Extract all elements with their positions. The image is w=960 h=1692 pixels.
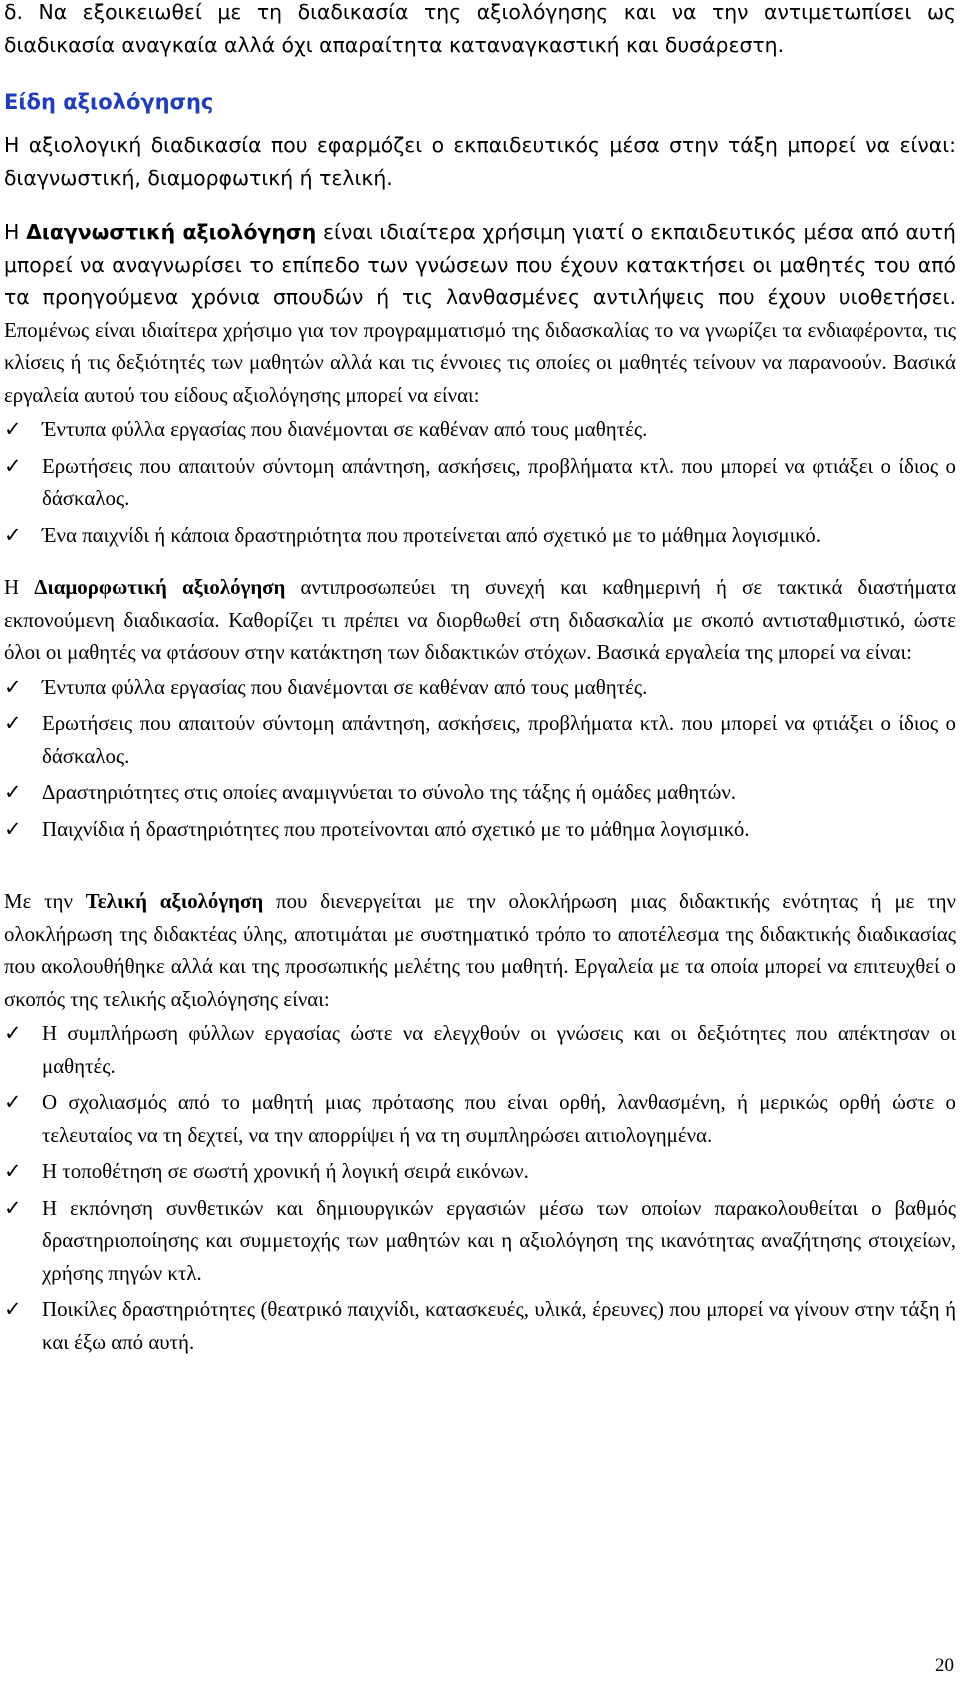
list-item xyxy=(4,1192,956,1290)
list-item-text: Η τοποθέτηση σε σωστή χρονική ή λογική σειρά εικόνων. xyxy=(42,1159,529,1183)
list-item xyxy=(4,519,956,552)
diagnostic-text-serif: Επομένως είναι ιδιαίτερα χρήσιμο για τον προγραμματισμό της διδασκαλίας το να γνωρίζει τα ενδιαφέροντα, τις κλίσεις ή τις δεξιότητές των μαθητών αλλά και τις έννοιες τις οποίες οι μαθητές τείνουν να παρανοούν. Βασικά εργαλεία αυτού του είδους αξιολόγησης μπορεί να είναι: xyxy=(4,317,956,407)
list-item-text: Ερωτήσεις που απαιτούν σύντομη απάντηση, ασκήσεις, προβλήματα κτλ. που μπορεί να φτιάξει ο ίδιος ο δάσκαλος. xyxy=(42,711,956,768)
list-item-text: Η συμπλήρωση φύλλων εργασίας ώστε να ελεγχθούν οι γνώσεις και οι δεξιότητες που απέκτησαν οι μαθητές. xyxy=(42,1021,956,1078)
list-item xyxy=(4,707,956,772)
formative-lead: Η xyxy=(4,575,35,599)
check-icon: ✓ xyxy=(4,453,22,478)
summative-tools-list xyxy=(4,1017,956,1358)
list-item xyxy=(4,1017,956,1082)
list-item xyxy=(4,813,956,846)
list-item-text: Έντυπα φύλλα εργασίας που διανέμονται σε καθέναν από τους μαθητές. xyxy=(42,417,648,441)
check-icon: ✓ xyxy=(4,522,22,547)
diagnostic-tools-list xyxy=(4,413,956,551)
section-intro: Η αξιολογική διαδικασία που εφαρμόζει ο εκπαιδευτικός μέσα στην τάξη μπορεί να είναι: διαγνωστική, διαμορφωτική ή τελική. xyxy=(4,133,956,190)
summative-paragraph xyxy=(4,885,956,1015)
page-number: 20 xyxy=(935,1655,954,1676)
formative-tools-list xyxy=(4,671,956,846)
list-item-text: Ένα παιχνίδι ή κάποια δραστηριότητα που προτείνεται από σχετικό με το μάθημα λογισμικό. xyxy=(42,522,821,547)
list-item-text: Ποικίλες δραστηριότητες (θεατρικό παιχνίδι, κατασκευές, υλικά, έρευνες) που μπορεί να γίνουν στην τάξη ή και έξω από αυτή. xyxy=(42,1297,956,1354)
intro-item-delta: δ. Να εξοικειωθεί με τη διαδικασία της αξιολόγησης και να την αντιμετωπίσει ως διαδικασία αναγκαία αλλά όχι απαραίτητα καταναγκαστική και δυσάρεστη. xyxy=(4,0,956,57)
check-icon: ✓ xyxy=(4,1159,22,1183)
check-icon: ✓ xyxy=(4,1090,22,1114)
formative-text: αντιπροσωπεύει τη συνεχή και καθημερινή ή σε τακτικά διαστήματα εκπονούμενη διαδικασία. Καθορίζει τι πρέπει να διορθωθεί στη διδασκαλία με σκοπό αντισταθμιστικό, ώστε όλοι οι μαθητές να φτάσουν στην κατάκτηση των διδακτικών στόχων. Βασικά εργαλεία της μπορεί να είναι: xyxy=(4,575,957,664)
diagnostic-lead: Η xyxy=(4,220,27,244)
list-item xyxy=(4,413,956,446)
check-icon: ✓ xyxy=(4,674,22,699)
section-heading: Είδη αξιολόγησης xyxy=(4,90,214,114)
list-item-text: Δραστηριότητες στις οποίες αναμιγνύεται το σύνολο της τάξης ή ομάδες μαθητών. xyxy=(42,780,737,804)
formative-paragraph xyxy=(4,571,956,669)
check-icon: ✓ xyxy=(4,1021,22,1045)
list-item-text: Έντυπα φύλλα εργασίας που διανέμονται σε καθέναν από τους μαθητές. xyxy=(42,674,648,699)
check-icon: ✓ xyxy=(4,816,22,841)
formative-term: Διαμορφωτική αξιολόγηση xyxy=(34,575,286,599)
list-item xyxy=(4,1086,956,1151)
check-icon: ✓ xyxy=(4,417,22,441)
diagnostic-text-sans: είναι ιδιαίτερα χρήσιμη γιατί ο εκπαιδευτικός μέσα από αυτή μπορεί να αναγνωρίσει το επίπεδο των γνώσεων που έχουν κατακτήσει οι μαθητές του από τα προηγούμενα χρόνια σπουδών ή τις λανθασμένες αντιλήψεις που έχουν υιοθετήσει. xyxy=(4,220,956,309)
diagnostic-paragraph xyxy=(4,216,956,411)
list-item xyxy=(4,776,956,809)
list-item xyxy=(4,1155,956,1188)
list-item-text: Ερωτήσεις που απαιτούν σύντομη απάντηση, ασκήσεις, προβλήματα κτλ. που μπορεί να φτιάξει ο ίδιος ο δάσκαλος. xyxy=(42,453,956,510)
summative-lead: Με την xyxy=(4,889,86,913)
list-item xyxy=(4,671,956,704)
list-item-text: Η εκπόνηση συνθετικών και δημιουργικών εργασιών μέσω των οποίων παρακολουθείται ο βαθμός δραστηριοποίησης και συμμετοχής των μαθητών και η αξιολόγηση της ικανότητας αναζήτησης στοιχείων, χρήσης πηγών κτλ. xyxy=(42,1195,956,1285)
check-icon: ✓ xyxy=(4,711,22,735)
list-item xyxy=(4,1293,956,1358)
check-icon: ✓ xyxy=(4,1195,22,1220)
list-item-text: Παιχνίδια ή δραστηριότητες που προτείνονται από σχετικό με το μάθημα λογισμικό. xyxy=(42,816,750,841)
diagnostic-term: Διαγνωστική αξιολόγηση xyxy=(26,220,317,244)
check-icon: ✓ xyxy=(4,780,22,804)
summative-text: που διενεργείται με την ολοκλήρωση μιας διδακτικής ενότητας ή με την ολοκλήρωση της διδακτέας ύλης, αποτιμάται με συστηματικό τρόπο το αποτέλεσμα της διδακτικής διαδικασίας που ακολουθήθηκε αλλά και της προσωπικής μελέτης του μαθητή. Εργαλεία με τα οποία μπορεί να επιτευχθεί ο σκοπός της τελικής αξιολόγησης είναι: xyxy=(4,889,956,1011)
summative-term: Τελική αξιολόγηση xyxy=(85,889,264,913)
list-item xyxy=(4,450,956,515)
list-item-text: Ο σχολιασμός από το μαθητή μιας πρότασης που είναι ορθή, λανθασμένη, ή μερικώς ορθή ώστε ο τελευταίος να τη δεχτεί, να την απορρίψει ή να τη συμπληρώσει αιτιολογημένα. xyxy=(42,1090,956,1147)
check-icon: ✓ xyxy=(4,1297,22,1321)
